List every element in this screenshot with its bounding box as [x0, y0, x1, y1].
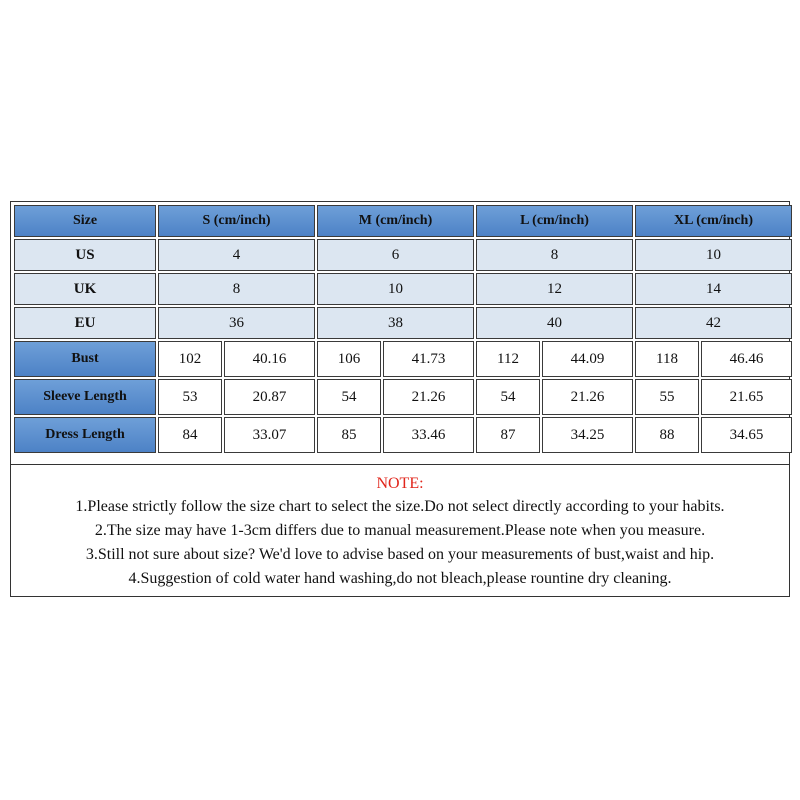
note-line-3: 3.Still not sure about size? We'd love to advise based on your measurements of bust,waist and hip. [85, 546, 715, 563]
sleeve-xl-inch: 21.65 [701, 379, 792, 415]
bust-m-cm: 106 [317, 341, 381, 377]
dress-s-cm: 84 [158, 417, 222, 453]
bust-s-inch: 40.16 [224, 341, 315, 377]
eu-m: 38 [317, 307, 474, 339]
us-row [14, 239, 792, 271]
us-s: 4 [158, 239, 315, 271]
note-line-1: 1.Please strictly follow the size chart to select the size.Do not select directly according to your habits. [75, 498, 725, 515]
dress-l-cm: 87 [476, 417, 540, 453]
dress-s-inch: 33.07 [224, 417, 315, 453]
note-line-4: 4.Suggestion of cold water hand washing,do not bleach,please rountine dry cleaning. [128, 570, 672, 587]
dress-m-cm: 85 [317, 417, 381, 453]
bust-label: Bust [14, 341, 156, 377]
header-s: S (cm/inch) [158, 205, 315, 237]
sleeve-m-cm: 54 [317, 379, 381, 415]
header-m: M (cm/inch) [317, 205, 474, 237]
us-m: 6 [317, 239, 474, 271]
eu-label: EU [14, 307, 156, 339]
notes-section [11, 464, 789, 591]
bust-s-cm: 102 [158, 341, 222, 377]
bust-xl-cm: 118 [635, 341, 699, 377]
uk-label: UK [14, 273, 156, 305]
bust-row [14, 341, 792, 377]
sleeve-m-inch: 21.26 [383, 379, 474, 415]
sleeve-l-cm: 54 [476, 379, 540, 415]
sleeve-s-cm: 53 [158, 379, 222, 415]
header-size-label: Size [14, 205, 156, 237]
eu-xl: 42 [635, 307, 792, 339]
header-row [14, 205, 792, 237]
note-title: NOTE: [376, 475, 424, 492]
bust-xl-inch: 46.46 [701, 341, 792, 377]
bust-l-cm: 112 [476, 341, 540, 377]
sleeve-xl-cm: 55 [635, 379, 699, 415]
us-label: US [14, 239, 156, 271]
sleeve-label: Sleeve Length [14, 379, 156, 415]
dress-row [14, 417, 792, 453]
uk-m: 10 [317, 273, 474, 305]
eu-l: 40 [476, 307, 633, 339]
bust-m-inch: 41.73 [383, 341, 474, 377]
eu-s: 36 [158, 307, 315, 339]
sleeve-row [14, 379, 792, 415]
sleeve-l-inch: 21.26 [542, 379, 633, 415]
dress-xl-inch: 34.65 [701, 417, 792, 453]
us-xl: 10 [635, 239, 792, 271]
sleeve-s-inch: 20.87 [224, 379, 315, 415]
header-xl: XL (cm/inch) [635, 205, 792, 237]
header-l: L (cm/inch) [476, 205, 633, 237]
size-table [12, 203, 794, 455]
dress-xl-cm: 88 [635, 417, 699, 453]
eu-row [14, 307, 792, 339]
uk-xl: 14 [635, 273, 792, 305]
uk-s: 8 [158, 273, 315, 305]
bust-l-inch: 44.09 [542, 341, 633, 377]
dress-label: Dress Length [14, 417, 156, 453]
uk-l: 12 [476, 273, 633, 305]
uk-row [14, 273, 792, 305]
note-line-2: 2.The size may have 1-3cm differs due to manual measurement.Please note when you measure. [94, 522, 706, 539]
dress-m-inch: 33.46 [383, 417, 474, 453]
size-chart [10, 201, 790, 597]
us-l: 8 [476, 239, 633, 271]
dress-l-inch: 34.25 [542, 417, 633, 453]
